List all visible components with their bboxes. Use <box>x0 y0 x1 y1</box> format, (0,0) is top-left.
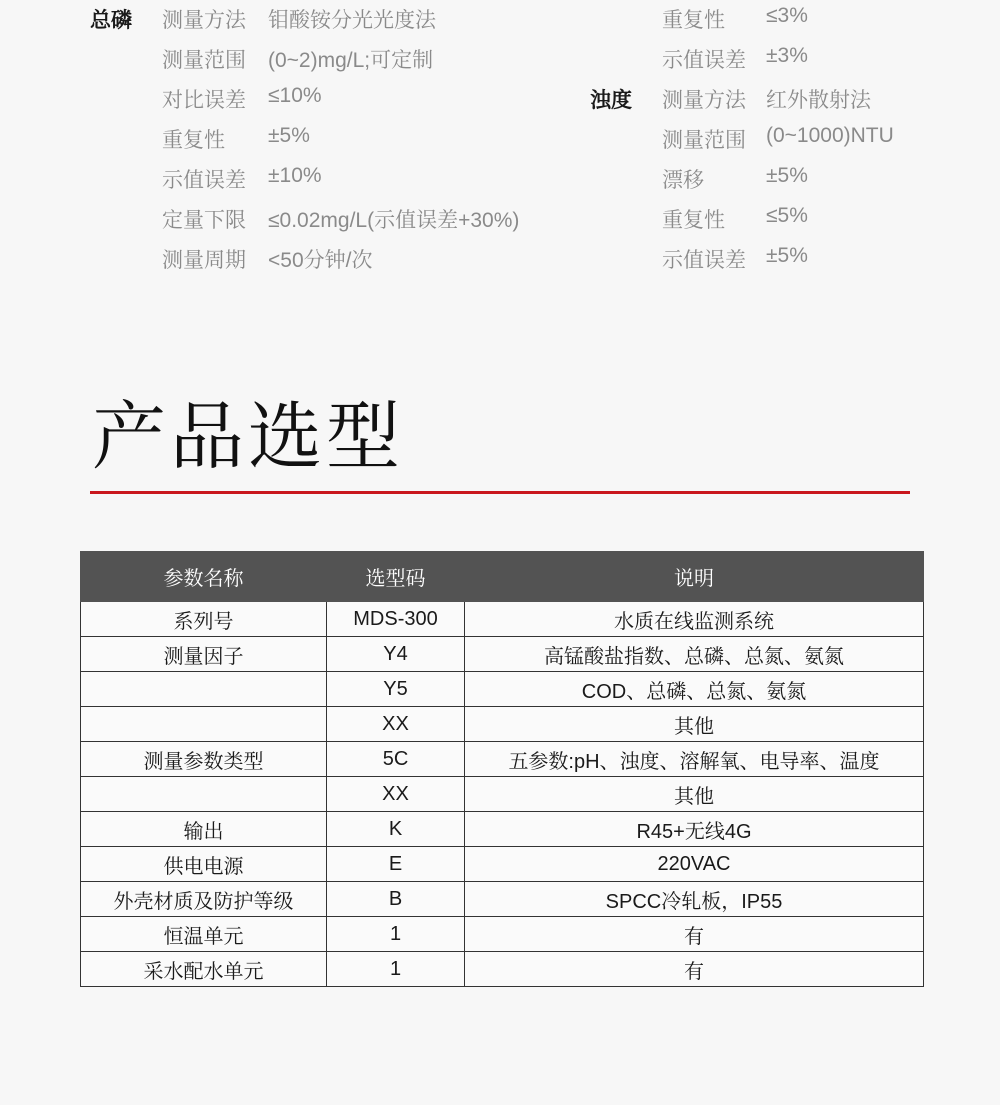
spec-label: 测量方法 <box>162 9 246 32</box>
column-header: 选型码 <box>327 552 465 602</box>
spec-value: ±5% <box>766 164 808 187</box>
table-cell: K <box>327 812 465 847</box>
table-cell: 外壳材质及防护等级 <box>81 882 327 917</box>
table-row <box>81 847 924 882</box>
table-row <box>81 602 924 637</box>
table-cell: 五参数:pH、浊度、溶解氧、电导率、温度 <box>465 742 924 777</box>
table-cell: 220VAC <box>465 847 924 882</box>
spec-heading: 浊度 <box>590 89 632 112</box>
table-header-row <box>81 552 924 602</box>
table-cell: 1 <box>327 917 465 952</box>
table-row <box>81 882 924 917</box>
table-cell: 5C <box>327 742 465 777</box>
spec-value: (0~1000)NTU <box>766 124 894 147</box>
spec-block-total-phosphorus <box>0 0 560 280</box>
table-cell: 有 <box>465 917 924 952</box>
spec-heading: 总磷 <box>90 9 132 32</box>
table-cell: 采水配水单元 <box>81 952 327 987</box>
spec-label: 测量周期 <box>162 249 246 272</box>
table-cell: B <box>327 882 465 917</box>
spec-label: 重复性 <box>662 9 725 32</box>
table-cell: 系列号 <box>81 602 327 637</box>
spec-value: ±3% <box>766 44 808 67</box>
spec-label: 测量方法 <box>662 89 746 112</box>
spec-value: 钼酸铵分光光度法 <box>268 9 436 32</box>
title-divider <box>90 491 910 494</box>
spec-value: ≤5% <box>766 204 808 227</box>
table-row <box>81 672 924 707</box>
spec-label: 示值误差 <box>662 49 746 72</box>
table-cell: SPCC冷轧板，IP55 <box>465 882 924 917</box>
spec-value: ±5% <box>268 124 310 147</box>
table-row <box>81 812 924 847</box>
spec-label: 重复性 <box>662 209 725 232</box>
table-cell: Y5 <box>327 672 465 707</box>
table-row <box>81 952 924 987</box>
table-cell: E <box>327 847 465 882</box>
column-header: 参数名称 <box>81 552 327 602</box>
spec-label: 测量范围 <box>662 129 746 152</box>
spec-value: (0~2)mg/L;可定制 <box>268 49 434 72</box>
spec-block-turbidity <box>560 0 1000 280</box>
spec-value: ≤0.02mg/L(示值误差+30%) <box>268 209 520 232</box>
spec-label: 示值误差 <box>162 169 246 192</box>
table-cell: 有 <box>465 952 924 987</box>
spec-value: ≤10% <box>268 84 322 107</box>
spec-label: 测量范围 <box>162 49 246 72</box>
table-cell: MDS-300 <box>327 602 465 637</box>
spec-value: ≤3% <box>766 4 808 27</box>
column-header: 说明 <box>465 552 924 602</box>
table-cell: 恒温单元 <box>81 917 327 952</box>
table-cell: 其他 <box>465 707 924 742</box>
spec-label: 重复性 <box>162 129 225 152</box>
table-cell: 其他 <box>465 777 924 812</box>
table-row <box>81 707 924 742</box>
table-cell: XX <box>327 777 465 812</box>
table-row <box>81 637 924 672</box>
spec-value: ±10% <box>268 164 322 187</box>
table-cell <box>81 672 327 707</box>
table-cell <box>81 707 327 742</box>
table-cell: 测量因子 <box>81 637 327 672</box>
spec-value: <50分钟/次 <box>268 249 373 272</box>
table-cell: 高锰酸盐指数、总磷、总氮、氨氮 <box>465 637 924 672</box>
table-cell: Y4 <box>327 637 465 672</box>
spec-label: 漂移 <box>662 169 704 192</box>
table-row <box>81 777 924 812</box>
table-cell: 输出 <box>81 812 327 847</box>
table-cell <box>81 777 327 812</box>
table-cell: 供电电源 <box>81 847 327 882</box>
spec-value: 红外散射法 <box>766 89 871 112</box>
table-cell: 水质在线监测系统 <box>465 602 924 637</box>
table-row <box>81 917 924 952</box>
table-cell: R45+无线4G <box>465 812 924 847</box>
product-selection-table <box>80 551 924 987</box>
table-cell: 测量参数类型 <box>81 742 327 777</box>
spec-label: 对比误差 <box>162 89 246 112</box>
spec-label: 定量下限 <box>162 209 246 232</box>
table-cell: 1 <box>327 952 465 987</box>
table-row <box>81 742 924 777</box>
table-cell: XX <box>327 707 465 742</box>
spec-value: ±5% <box>766 244 808 267</box>
section-title: 产品选型 <box>92 394 404 480</box>
spec-label: 示值误差 <box>662 249 746 272</box>
table-cell: COD、总磷、总氮、氨氮 <box>465 672 924 707</box>
